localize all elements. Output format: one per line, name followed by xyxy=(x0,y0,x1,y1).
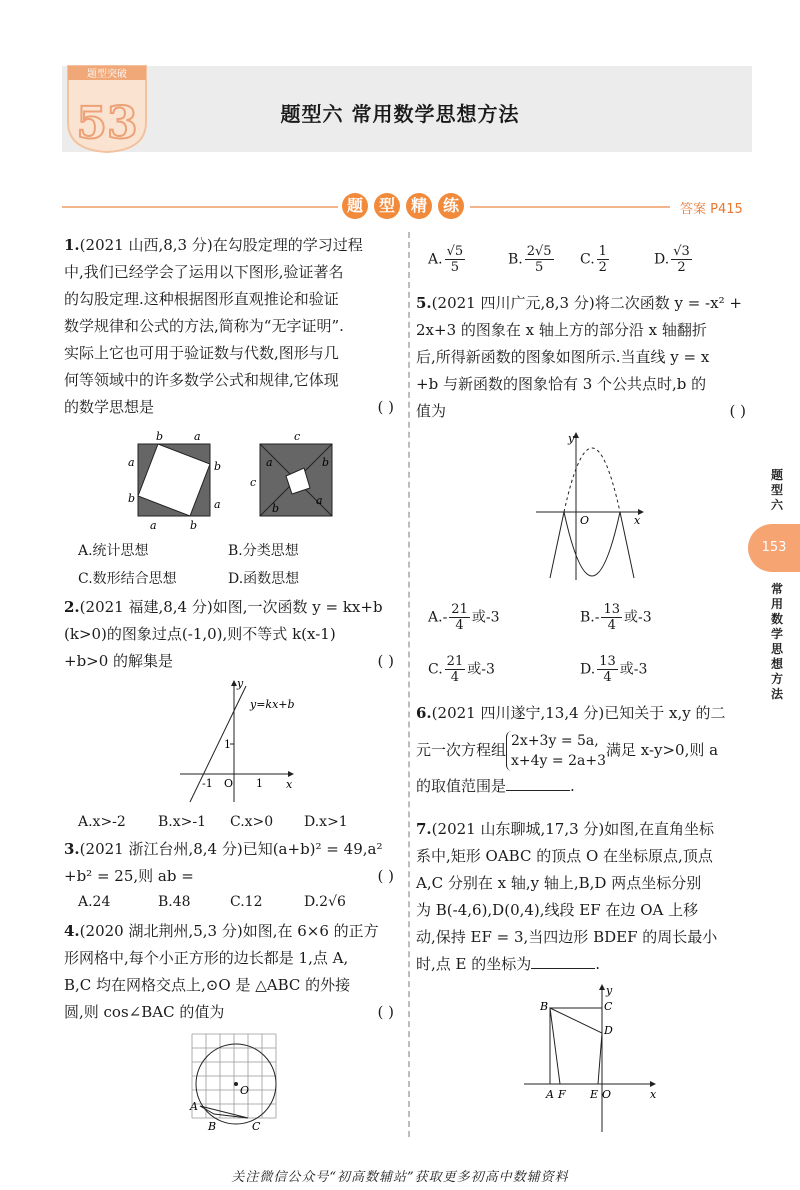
svg-text:C: C xyxy=(604,1000,613,1013)
question-6: 6.(2021 四川遂宁,13,4 分)已知关于 x,y 的二 元一次方程组 2x+3y = 5a, x+4y = 2a+3 满足 x-y>0,则 a 的取值范围是 . xyxy=(416,704,726,795)
svg-text:x: x xyxy=(650,1088,657,1101)
question-text: (2021 福建,8,4 分)如图,一次函数 y = kx+b xyxy=(79,598,383,616)
answer-reference: 答案 P415 xyxy=(680,202,743,217)
question-2 xyxy=(64,594,394,675)
question-text: 的数学思想是 xyxy=(64,398,155,416)
svg-text:y: y xyxy=(606,984,613,997)
badge-char: 练 xyxy=(438,193,464,219)
rectangle-coordinate-figure xyxy=(520,984,660,1134)
question-number: 3. xyxy=(64,840,80,858)
svg-text:-1: -1 xyxy=(202,777,213,790)
svg-text:O: O xyxy=(240,1084,250,1097)
question-7: 7.(2021 山东聊城,17,3 分)如图,在直角坐标 系中,矩形 OABC 的顶点 O 在坐标原点,顶点 A,C 分别在 x 轴,y 轴上,B,D 两点坐标分别 为 B(-4,6),D(0,4),线段 EF 在边 OA 上移 动,保持 EF = 3,当四边形 BDEF 的周长最小 时,点 E 的坐标为 . xyxy=(416,816,746,978)
svg-text:b: b xyxy=(156,430,164,443)
question-text: +b>0 的解集是 xyxy=(64,652,174,670)
side-tab-bottom: 常 用 数 学 思 想 方 法 xyxy=(770,582,783,701)
page-title: 题型六 常用数学思想方法 xyxy=(280,102,520,126)
question-text: 值为 xyxy=(416,402,447,420)
equation-system: 2x+3y = 5a, x+4y = 2a+3 xyxy=(506,731,606,771)
question-text: +b² = 25,则 ab = xyxy=(64,867,194,885)
svg-text:O: O xyxy=(580,514,590,527)
question-text: (2021 四川广元,8,3 分)将二次函数 y = -x² + xyxy=(431,294,742,312)
answer-blank xyxy=(506,775,570,791)
svg-text:a: a xyxy=(194,430,201,443)
question-text: 何等领域中的许多数学公式和规律,它体现 xyxy=(64,371,339,389)
option-b: B. $\frac{2√5}{5}$ xyxy=(508,244,552,275)
option-d: D.2√6 xyxy=(304,894,346,910)
option-c: C.12 xyxy=(230,894,263,910)
svg-text:1: 1 xyxy=(224,738,231,751)
question-text: 满足 x-y>0,则 a xyxy=(605,741,719,759)
option-a: A.24 xyxy=(78,894,111,910)
svg-text:a: a xyxy=(316,494,323,507)
svg-text:A: A xyxy=(190,1100,198,1113)
svg-text:c: c xyxy=(294,430,301,443)
question-text: 时,点 E 的坐标为 xyxy=(416,955,532,973)
svg-text:C: C xyxy=(252,1120,261,1133)
svg-text:F: F xyxy=(558,1088,566,1101)
column-divider xyxy=(408,232,410,1137)
question-text: 的勾股定理.这种根据图形直观推论和验证 xyxy=(64,290,339,308)
answer-blank xyxy=(531,953,595,969)
svg-text:b: b xyxy=(190,519,198,532)
question-text: 元一次方程组 xyxy=(416,741,507,759)
svg-text:c: c xyxy=(250,476,257,489)
question-number: 1. xyxy=(64,236,80,254)
question-number: 7. xyxy=(416,820,432,838)
option-c: C.x>0 xyxy=(230,814,274,830)
option-d: D. $\frac{√3}{2}$ xyxy=(654,244,690,275)
option-d: D. $\frac{13}{4}$ 或-3 xyxy=(580,654,648,685)
question-1 xyxy=(64,232,394,421)
question-text: B,C 均在网格交点上,⊙O 是 △ABC 的外接 xyxy=(64,976,351,994)
question-text: 为 B(-4,6),D(0,4),线段 EF 在边 OA 上移 xyxy=(416,901,699,919)
badge-char: 题 xyxy=(342,193,368,219)
question-3 xyxy=(64,836,394,890)
logo-text: 题型突破 xyxy=(87,69,127,80)
pythagoras-figures xyxy=(126,430,346,534)
svg-text:b: b xyxy=(322,456,330,469)
answer-paren: ( ) xyxy=(377,1003,394,1021)
svg-text:A: A xyxy=(546,1088,554,1101)
option-d: D.函数思想 xyxy=(228,571,300,587)
svg-text:a: a xyxy=(128,456,135,469)
answer-paren: ( ) xyxy=(377,652,394,670)
banner-line-left xyxy=(62,206,338,208)
graph-function-label: y=kx+b xyxy=(250,698,295,711)
option-c: C.数形结合思想 xyxy=(78,571,177,587)
svg-text:y: y xyxy=(568,432,575,445)
svg-text:a: a xyxy=(150,519,157,532)
answer-paren: ( ) xyxy=(377,398,394,416)
svg-text:1: 1 xyxy=(256,777,263,790)
question-text: 动,保持 EF = 3,当四边形 BDEF 的周长最小 xyxy=(416,928,718,946)
svg-text:a: a xyxy=(266,456,273,469)
linear-function-graph xyxy=(176,678,296,804)
question-text: 形网格中,每个小正方形的边长都是 1,点 A, xyxy=(64,949,349,967)
svg-text:b: b xyxy=(128,492,136,505)
badge-char: 精 xyxy=(406,193,432,219)
svg-text:y: y xyxy=(237,678,244,690)
question-text: 实际上它也可用于验证数与代数,图形与几 xyxy=(64,344,339,362)
svg-text:O: O xyxy=(224,777,234,790)
question-text: 数学规律和公式的方法,简称为“无字证明”. xyxy=(64,317,344,335)
svg-text:B: B xyxy=(540,1000,549,1013)
question-text: (2021 浙江台州,8,4 分)已知(a+b)² = 49,a² xyxy=(79,840,383,858)
question-text: 圆,则 cos∠BAC 的值为 xyxy=(64,1003,225,1021)
svg-text:b: b xyxy=(214,460,222,473)
question-text: 系中,矩形 OABC 的顶点 O 在坐标原点,顶点 xyxy=(416,847,713,865)
option-c: C. $\frac{21}{4}$ 或-3 xyxy=(428,654,495,685)
svg-text:E: E xyxy=(590,1088,599,1101)
question-text: 中,我们已经学会了运用以下图形,验证著名 xyxy=(64,263,344,281)
option-a: A.x>-2 xyxy=(78,814,126,830)
svg-text:D: D xyxy=(604,1024,613,1037)
question-text: +b 与新函数的图象恰有 3 个公共点时,b 的 xyxy=(416,375,707,393)
question-text: 后,所得新函数的图象如图所示.当直线 y = x xyxy=(416,348,710,366)
option-b: B.48 xyxy=(158,894,191,910)
svg-text:a: a xyxy=(214,498,221,511)
svg-text:O: O xyxy=(602,1088,612,1101)
option-b: B.x>-1 xyxy=(158,814,207,830)
question-number: 6. xyxy=(416,704,432,722)
answer-paren: ( ) xyxy=(377,867,394,885)
parabola-graph xyxy=(534,430,650,586)
svg-text:x: x xyxy=(634,514,641,527)
footer-note: 关注微信公众号“初高数辅站”获取更多初高中数辅资料 xyxy=(231,1170,569,1185)
question-text: 的取值范围是 xyxy=(416,777,507,795)
svg-text:x: x xyxy=(286,778,293,791)
side-tab-top: 题 型 六 xyxy=(770,468,783,512)
question-5 xyxy=(416,290,746,425)
page-number: 153 xyxy=(748,524,800,572)
option-a: A.- $\frac{21}{4}$ 或-3 xyxy=(428,602,500,633)
logo-number: 53 xyxy=(76,98,138,149)
svg-text:b: b xyxy=(272,502,280,515)
question-number: 5. xyxy=(416,294,432,312)
question-text: (2020 湖北荆州,5,3 分)如图,在 6×6 的正方 xyxy=(79,922,379,940)
option-d: D.x>1 xyxy=(304,814,348,830)
question-text: (2021 四川遂宁,13,4 分)已知关于 x,y 的二 xyxy=(431,704,726,722)
question-text: (2021 山西,8,3 分)在勾股定理的学习过程 xyxy=(79,236,363,254)
question-text: (k>0)的图象过点(-1,0),则不等式 k(x-1) xyxy=(64,625,336,643)
option-a: A.统计思想 xyxy=(78,543,149,559)
answer-paren: ( ) xyxy=(729,402,746,420)
question-text: 2x+3 的图象在 x 轴上方的部分沿 x 轴翻折 xyxy=(416,321,707,339)
question-number: 4. xyxy=(64,922,80,940)
option-c: C. $\frac{1}{2}$ xyxy=(580,244,607,275)
banner-line-right xyxy=(470,206,670,208)
option-a: A. $\frac{√5}{5}$ xyxy=(428,244,464,275)
section-badge xyxy=(340,190,468,222)
question-text: A,C 分别在 x 轴,y 轴上,B,D 两点坐标分别 xyxy=(416,874,702,892)
svg-text:B: B xyxy=(208,1120,217,1133)
badge-char: 型 xyxy=(374,193,400,219)
question-text: (2021 山东聊城,17,3 分)如图,在直角坐标 xyxy=(431,820,715,838)
grid-circle-figure xyxy=(186,1030,282,1136)
option-b: B.分类思想 xyxy=(228,543,299,559)
question-number: 2. xyxy=(64,598,80,616)
question-4 xyxy=(64,918,394,1026)
option-b: B.- $\frac{13}{4}$ 或-3 xyxy=(580,602,652,633)
